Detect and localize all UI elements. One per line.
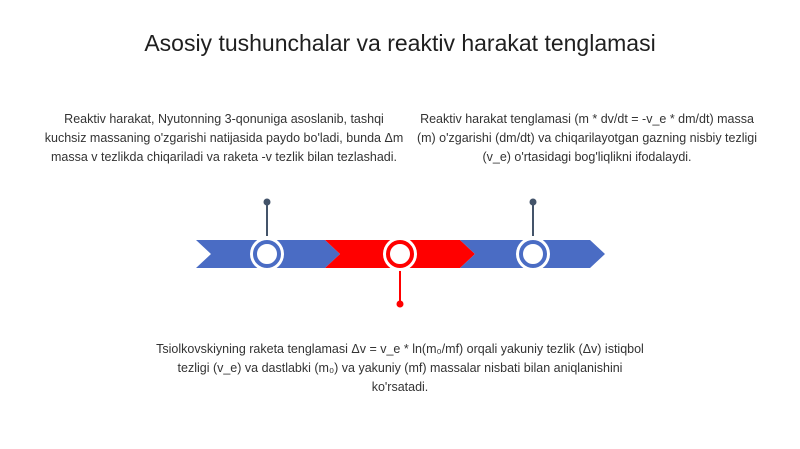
milestone-text-center: Tsiolkovskiyning raketa tenglamasi Δv = v_e * ln(m₀/mf) orqali yakuniy tezlik (Δv) istiqbol tezligi (v_e) va dastlabki (m₀) va yakuniy (mf) massalar nisbati bilan aniqlanishini ko'rsatadi. — [156, 342, 644, 394]
connector-dot-left — [264, 199, 271, 206]
milestone-text-right: Reaktiv harakat tenglamasi (m * dv/dt = -v_e * dm/dt) massa (m) o'zgarishi (dm/dt) va chiqarilayotgan gazning nisbiy tezligi (v_e) o'rtasidagi bog'liqlikni ifodalaydi. — [416, 112, 758, 164]
connector-dot-right — [530, 199, 537, 206]
milestone-marker-left — [250, 237, 284, 271]
milestone-marker-center — [383, 237, 417, 271]
milestone-text-left: Reaktiv harakat, Nyutonning 3-qonuniga asoslanib, tashqi kuchsiz massaning o'zgarishi natijasida paydo bo'ladi, bunda Δm massa v tezlikda chiqariladi va raketa -v tezlik bilan tezlashadi. — [44, 112, 404, 164]
slide-title: Asosiy tushunchalar va reaktiv harakat tenglamasi — [144, 30, 656, 56]
connector-dot-center — [397, 301, 404, 308]
milestone-marker-right — [516, 237, 550, 271]
